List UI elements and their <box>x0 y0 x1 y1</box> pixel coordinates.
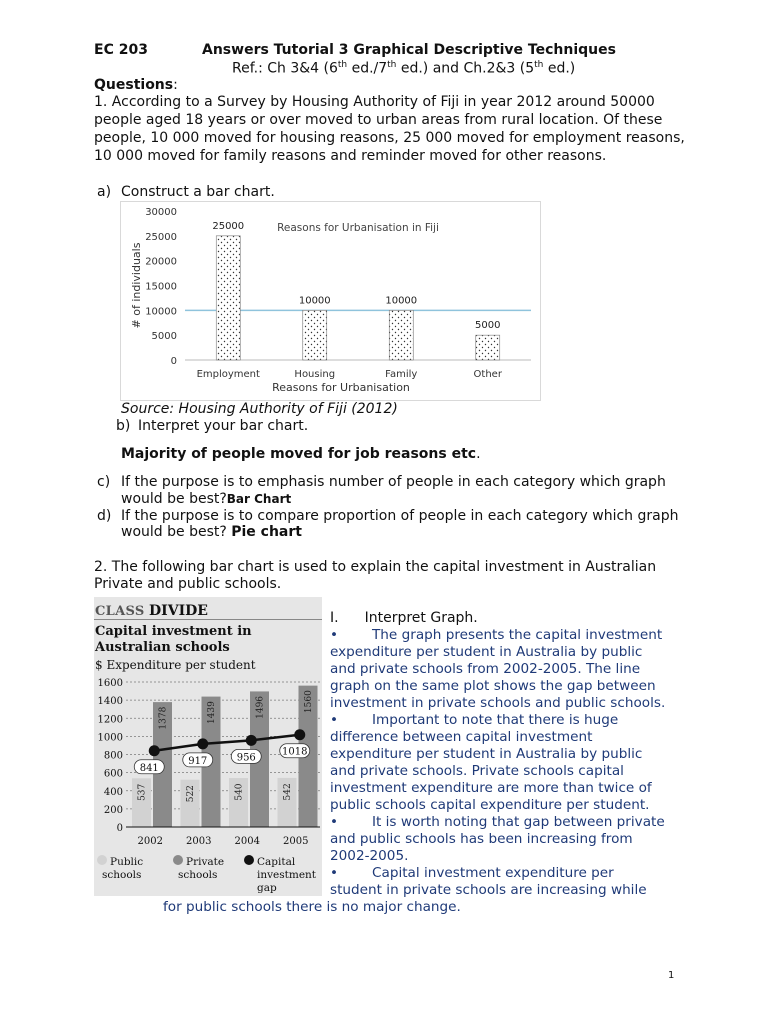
y-tick-label: 800 <box>103 750 123 762</box>
interpretation-line <box>330 678 710 695</box>
q1-line: 10 000 moved for family reasons and reminder moved for other reasons. <box>94 148 607 164</box>
q1b-answer <box>121 446 481 462</box>
q1c-line2: would be best? <box>121 491 227 507</box>
bullet-marker: • <box>330 627 339 643</box>
bar <box>216 236 240 360</box>
legend-label: schools <box>102 869 142 881</box>
x-tick-label: 2005 <box>283 836 309 847</box>
y-tick-label: 20000 <box>145 256 177 268</box>
y-tick-label: 1400 <box>97 696 123 708</box>
q1c-line <box>121 491 291 507</box>
bar <box>389 310 413 360</box>
interpretation-text: for public schools there is no major change. <box>163 899 461 915</box>
y-tick-label: 400 <box>103 786 123 798</box>
y-tick-label: 1600 <box>97 678 123 689</box>
interpretation-text: and public schools has been increasing from <box>330 831 633 847</box>
interpretation-line <box>163 899 710 916</box>
y-tick-label: 1200 <box>97 714 123 726</box>
x-tick-label: 2004 <box>234 836 260 847</box>
interpretation-text: graph on the same plot shows the gap between <box>330 678 656 694</box>
q1a-label: a) <box>97 184 112 200</box>
gap-point <box>294 729 305 740</box>
interpretation-line <box>330 712 710 729</box>
gap-line <box>154 735 300 751</box>
ref-part: Ref.: Ch 3&4 (6 <box>232 60 338 77</box>
chart-source: Source: Housing Authority of Fiji (2012) <box>121 401 398 417</box>
y-axis-title: # of individuals <box>130 242 143 329</box>
y-tick-label: 200 <box>103 804 123 816</box>
interpretation-line <box>330 729 710 746</box>
questions-label: Questions <box>94 77 174 93</box>
interpretation-text: difference between capital investment <box>330 729 593 745</box>
interpret-heading <box>330 610 478 626</box>
interpretation-text: student in private schools are increasing while <box>330 882 647 898</box>
q1d-answer: Pie chart <box>231 524 302 540</box>
interpretation-text: It is worth noting that gap between private <box>372 814 665 830</box>
q1a-text: Construct a bar chart. <box>121 184 275 200</box>
legend-swatch <box>244 855 254 865</box>
questions-colon: : <box>173 77 178 93</box>
q1b-text: Interpret your bar chart. <box>138 418 309 434</box>
public-value-label: 540 <box>234 783 245 801</box>
chart2-heading-light: CLASS <box>95 604 145 619</box>
ref-part: ed./7 <box>347 60 388 77</box>
q1-line: people aged 18 years or over moved to urban areas from rural location. Of these <box>94 112 663 128</box>
interpretation-text: The graph presents the capital investment <box>372 627 663 643</box>
interpretation-text: investment in private schools and public schools. <box>330 695 666 711</box>
interpretation-line <box>330 848 710 865</box>
interpret-text: Interpret Graph. <box>364 610 478 626</box>
public-value-label: 537 <box>137 783 148 801</box>
y-tick-label: 0 <box>170 356 177 367</box>
bullet-marker: • <box>330 865 339 881</box>
gap-value-label: 1018 <box>282 746 308 758</box>
private-value-label: 1560 <box>304 690 314 714</box>
interpretation-line <box>330 644 710 661</box>
interpret-num: I. <box>330 610 339 626</box>
data-label: 25000 <box>212 220 245 232</box>
private-value-label: 1439 <box>207 701 217 725</box>
q2-line: 2. The following bar chart is used to explain the capital investment in Australian <box>94 559 657 575</box>
urbanisation-chart-svg <box>121 202 540 400</box>
interpretation-line <box>330 780 710 797</box>
interpretation-line <box>330 746 710 763</box>
interpretation-line <box>330 797 710 814</box>
legend-label: schools <box>178 869 218 881</box>
interpretation-line <box>330 627 710 644</box>
interpretation-text: investment expenditure are more than twice of <box>330 780 652 796</box>
x-tick-label: Family <box>385 369 418 380</box>
page-title: Answers Tutorial 3 Graphical Descriptive Techniques <box>202 42 616 58</box>
interpretation-line <box>330 814 710 831</box>
page-number: 1 <box>668 970 675 981</box>
y-tick-label: 15000 <box>145 281 177 293</box>
data-label: 5000 <box>475 320 501 332</box>
interpretation-text: and private schools from 2002-2005. The line <box>330 661 641 677</box>
interpretation-line <box>330 831 710 848</box>
data-label: 10000 <box>385 295 418 307</box>
x-tick-label: Employment <box>196 369 260 380</box>
q1-line: 1. According to a Survey by Housing Authority of Fiji in year 2012 around 50000 <box>94 94 655 110</box>
x-tick-label: Housing <box>294 369 336 380</box>
q1b-label: b) <box>116 418 131 434</box>
legend-label: investment <box>257 869 317 881</box>
ref-sup: th <box>387 60 397 70</box>
urbanisation-bar-chart <box>120 201 541 401</box>
private-value-label: 1378 <box>158 706 169 730</box>
interpretation-line <box>330 763 710 780</box>
interpretation-text: 2002-2005. <box>330 848 409 864</box>
ref-sup: th <box>534 60 544 70</box>
q1c-line: If the purpose is to emphasis number of people in each category which graph <box>121 474 666 490</box>
q1d-line: If the purpose is to compare proportion of people in each category which graph <box>121 508 679 524</box>
x-tick-label: 2002 <box>137 836 163 847</box>
chart2-heading-bold: DIVIDE <box>149 603 208 619</box>
gap-value-label: 956 <box>236 752 256 764</box>
bullet-marker: • <box>330 814 339 830</box>
q1d-line2: would be best? <box>121 524 227 540</box>
chart2-title-line: Australian schools <box>95 640 230 655</box>
q1d-label: d) <box>97 508 112 524</box>
legend-label: Capital <box>257 856 296 868</box>
y-tick-label: 1000 <box>97 732 123 744</box>
q1c-label: c) <box>97 474 111 490</box>
reference-line <box>232 60 575 77</box>
q1c-answer: Bar Chart <box>226 492 292 506</box>
ref-part: ed.) and Ch.2&3 (5 <box>396 60 535 77</box>
class-divide-chart <box>94 597 322 896</box>
chart2-ylabel: $ Expenditure per student <box>95 658 256 672</box>
interpretation-text: Important to note that there is huge <box>372 712 619 728</box>
gap-point <box>246 735 257 746</box>
x-tick-label: 2003 <box>186 836 212 847</box>
interpretation-text: and private schools. Private schools capital <box>330 763 624 779</box>
class-divide-chart-svg <box>94 597 322 896</box>
public-value-label: 542 <box>283 783 293 801</box>
y-tick-label: 25000 <box>145 231 177 243</box>
ref-sup: th <box>337 60 348 70</box>
gap-point <box>149 745 160 756</box>
interpretation-line <box>330 661 710 678</box>
gap-point <box>197 738 208 749</box>
gap-value-label: 841 <box>139 762 159 774</box>
legend-label: gap <box>257 882 277 894</box>
y-tick-label: 10000 <box>145 306 177 318</box>
interpretation-text: Capital investment expenditure per <box>372 865 614 881</box>
bar <box>303 310 327 360</box>
x-axis-title: Reasons for Urbanisation <box>272 381 410 394</box>
q1b-answer-end: . <box>476 446 481 462</box>
data-label: 10000 <box>298 295 331 307</box>
legend-swatch <box>173 855 183 865</box>
q2-line: Private and public schools. <box>94 576 282 592</box>
interpretation-text: expenditure per student in Australia by public <box>330 644 643 660</box>
interpretation-line <box>330 865 710 882</box>
legend-label: Public <box>110 856 144 868</box>
course-code: EC 203 <box>94 42 148 58</box>
y-tick-label: 600 <box>103 768 123 780</box>
questions-heading <box>94 77 178 93</box>
bullet-marker: • <box>330 712 339 728</box>
y-tick-label: 30000 <box>145 207 177 218</box>
chart-title: Reasons for Urbanisation in Fiji <box>277 222 439 234</box>
legend-swatch <box>97 855 107 865</box>
interpretation-text: expenditure per student in Australia by public <box>330 746 643 762</box>
x-tick-label: Other <box>473 369 502 380</box>
chart2-title-line: Capital investment in <box>95 624 252 639</box>
q1d-line <box>121 524 302 540</box>
public-value-label: 522 <box>186 785 196 803</box>
gap-value-label: 917 <box>188 755 208 767</box>
legend-label: Private <box>186 856 225 868</box>
interpretation-line <box>330 882 710 899</box>
ref-part: ed.) <box>543 60 576 77</box>
q1b-answer-main: Majority of people moved for job reasons etc <box>121 446 477 462</box>
y-tick-label: 5000 <box>151 331 177 343</box>
q1-line: people, 10 000 moved for housing reasons, 25 000 moved for employment reasons, <box>94 130 685 146</box>
private-value-label: 1496 <box>255 695 266 719</box>
interpretation-line <box>330 695 710 712</box>
y-tick-label: 0 <box>116 823 123 834</box>
interpretation-text: public schools capital expenditure per student. <box>330 797 650 813</box>
bar <box>476 335 500 360</box>
